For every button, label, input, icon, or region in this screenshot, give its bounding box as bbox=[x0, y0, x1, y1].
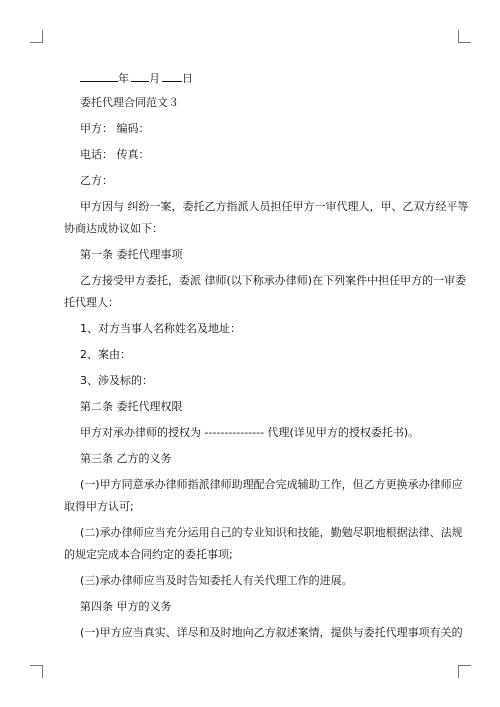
paragraph-line: 的规定完成本合同约定的委托事项; bbox=[64, 548, 233, 561]
article-heading: 第三条 乙方的义务 bbox=[80, 452, 172, 465]
crop-mark-bottom-right bbox=[458, 665, 471, 678]
paragraph-line: (二)承办律师应当充分运用自己的专业知识和技能，勤勉尽职地根据法律、法规 bbox=[80, 526, 463, 539]
date-line bbox=[80, 70, 193, 86]
article-heading: 第四条 甲方的义务 bbox=[80, 600, 172, 613]
paragraph-line: (一)甲方同意承办律师指派律师助理配合完成辅助工作，但乙方更换承办律师应 bbox=[80, 478, 463, 491]
article-heading: 第一条 委托代理事项 bbox=[80, 248, 183, 261]
phone-fax-line: 电话： 传真： bbox=[80, 148, 150, 161]
list-item: 3、涉及标的： bbox=[80, 374, 153, 387]
party-a-line: 甲方： 编码： bbox=[80, 122, 150, 135]
year-label: 年 bbox=[118, 72, 129, 85]
crop-mark-top-right bbox=[458, 30, 471, 43]
month-blank bbox=[131, 70, 149, 82]
crop-mark-bottom-left bbox=[30, 665, 43, 678]
list-item: 2、案由： bbox=[80, 348, 131, 361]
day-blank bbox=[162, 70, 182, 82]
paragraph-line: (一)甲方应当真实、详尽和及时地向乙方叙述案情，提供与委托代理事项有关的 bbox=[80, 626, 463, 639]
paragraph-line: 甲方因与 纠纷一案，委托乙方指派人员担任甲方一审代理人，甲、乙双方经平等 bbox=[80, 200, 469, 213]
paragraph-line: 乙方接受甲方委托，委派 律师(以下称承办律师)在下列案件中担任甲方的一审委 bbox=[80, 274, 467, 287]
paragraph-line: (三)承办律师应当及时告知委托人有关代理工作的进展。 bbox=[80, 574, 353, 587]
month-label: 月 bbox=[149, 72, 160, 85]
list-item: 1、对方当事人名称姓名及地址： bbox=[80, 322, 241, 335]
year-blank bbox=[80, 70, 118, 82]
paragraph-line: 取得甲方认可; bbox=[64, 500, 134, 513]
crop-mark-top-left bbox=[30, 30, 43, 43]
party-b-line: 乙方： bbox=[80, 174, 113, 187]
paragraph-line: 甲方对承办律师的授权为 --------------- 代理(详见甲方的授权委托书)。 bbox=[80, 426, 420, 439]
article-heading: 第二条 委托代理权限 bbox=[80, 400, 183, 413]
paragraph-line: 协商达成协议如下： bbox=[64, 222, 163, 235]
day-label: 日 bbox=[182, 72, 193, 85]
paragraph-line: 托代理人： bbox=[64, 296, 119, 309]
document-title: 委托代理合同范文３ bbox=[80, 96, 179, 109]
